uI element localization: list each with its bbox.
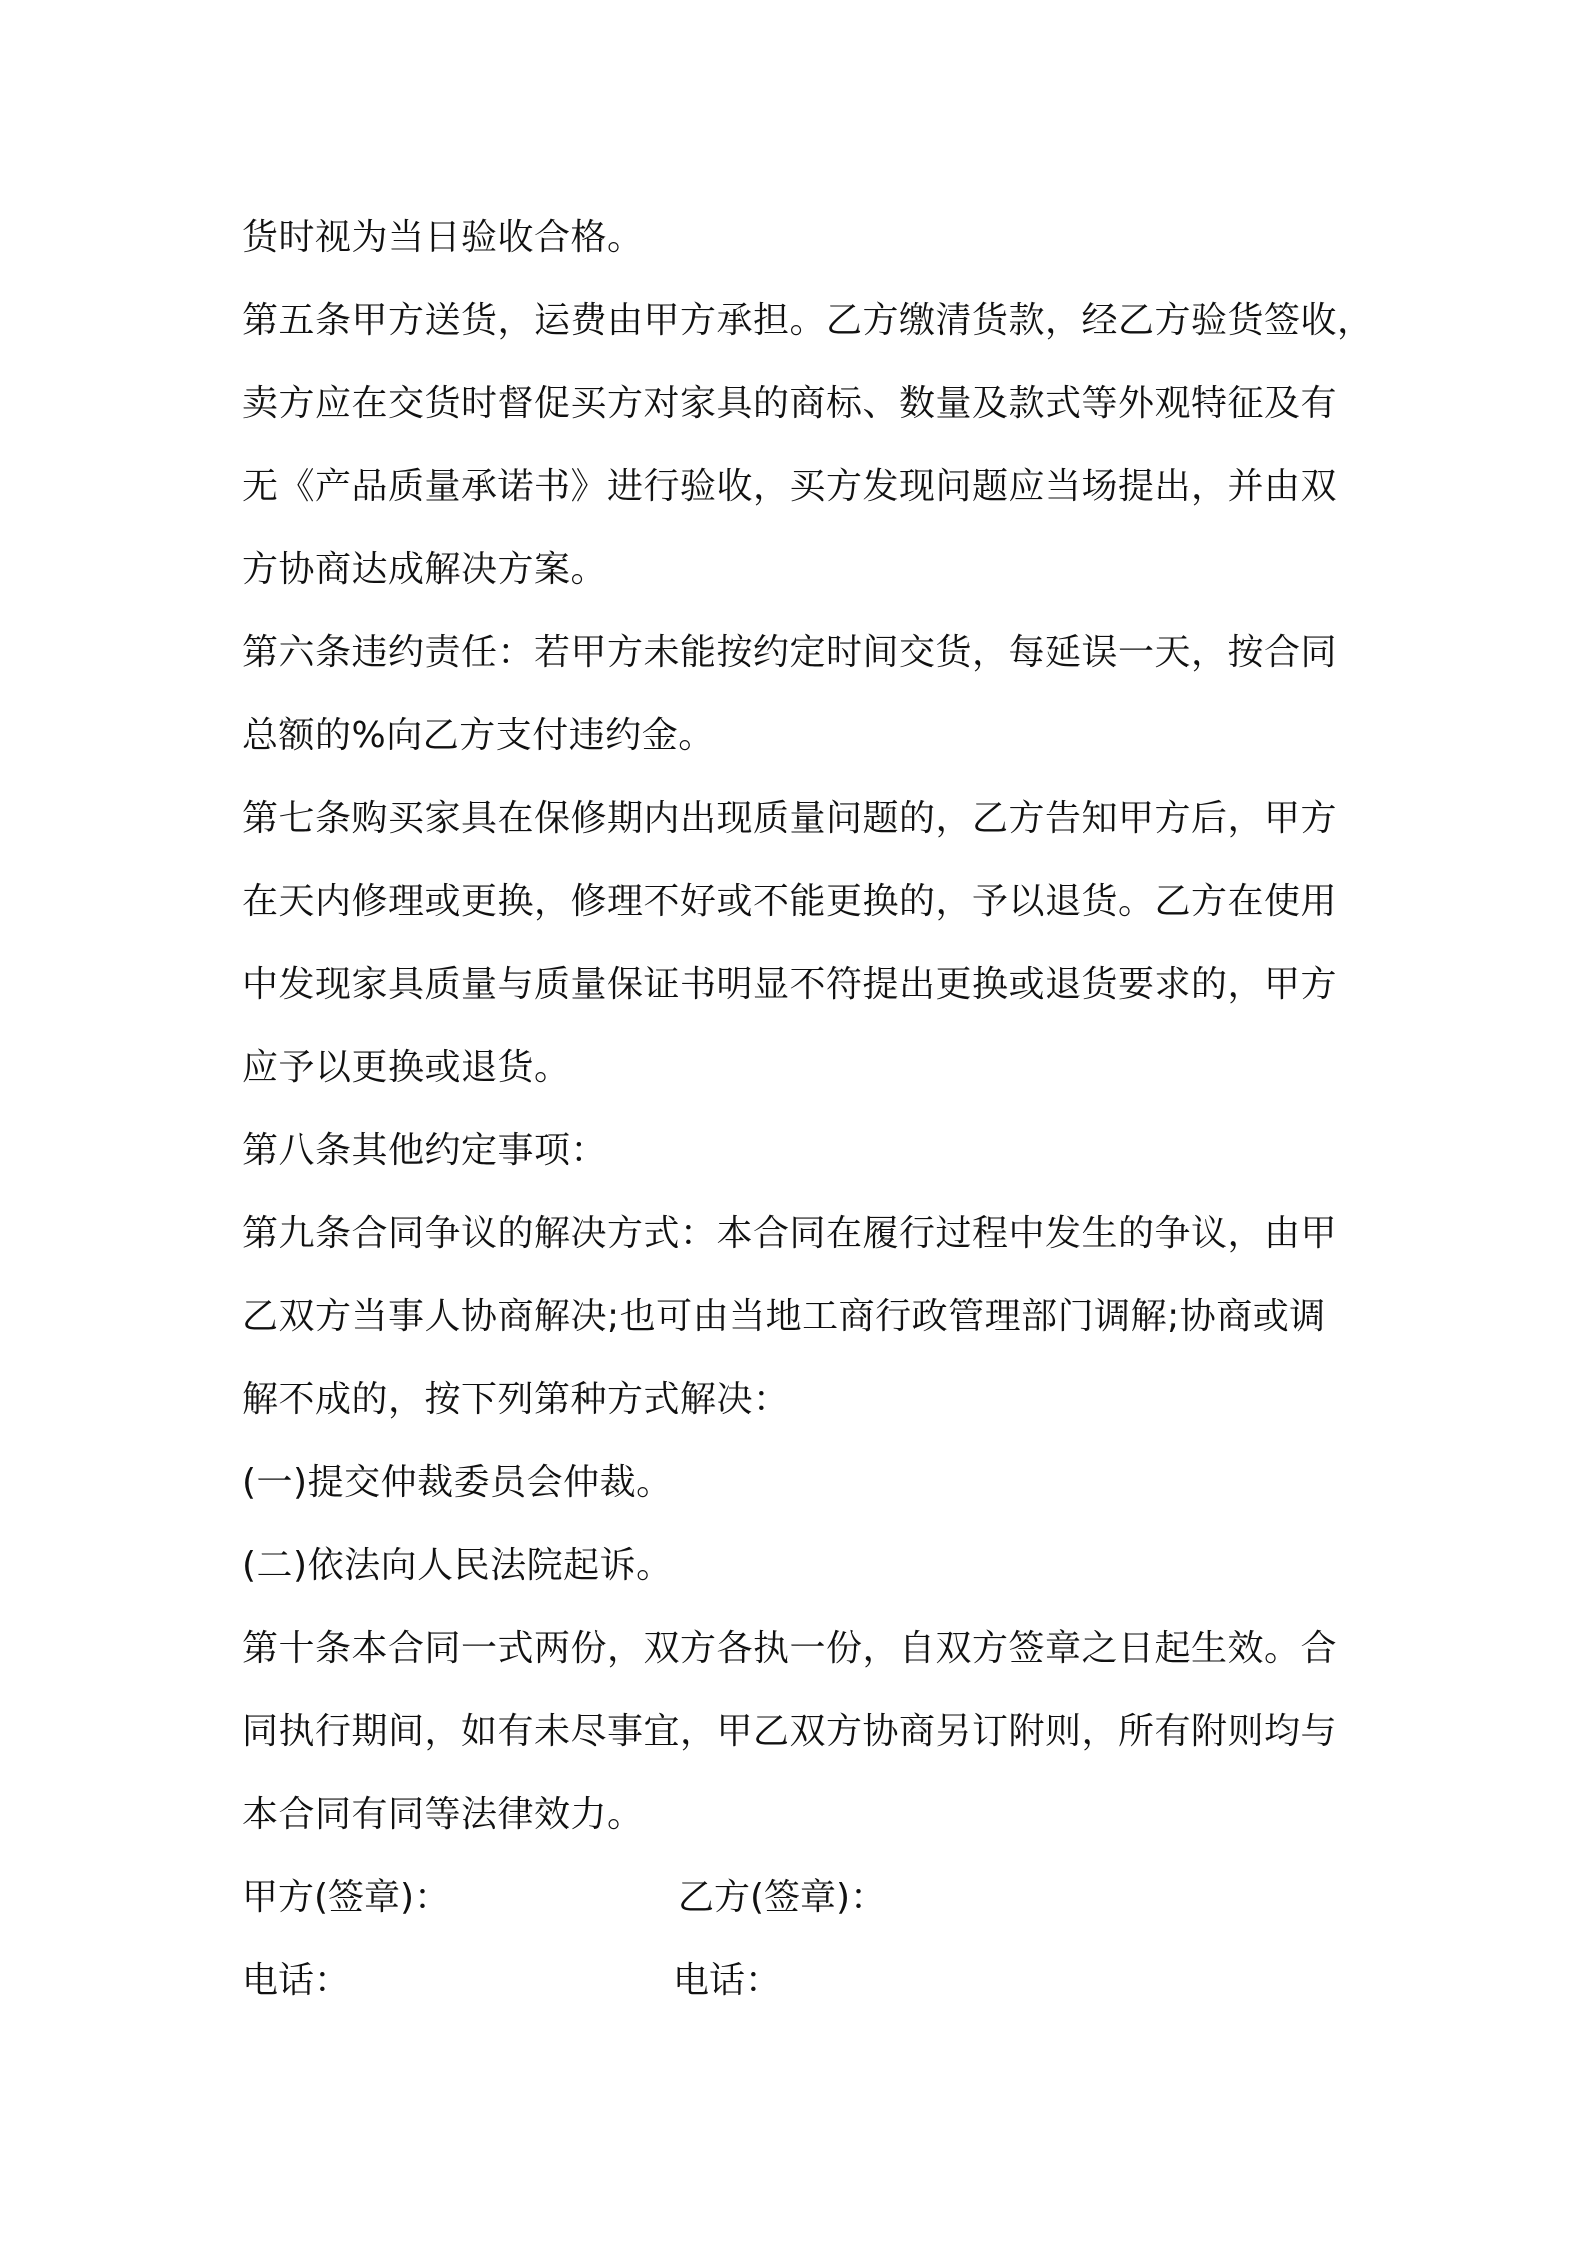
text-line: (一)提交仲裁委员会仲裁。	[242, 1462, 673, 1503]
text-line: 解不成的，按下列第种方式解决：	[242, 1379, 790, 1420]
text-line: 第七条购买家具在保修期内出现质量问题的，乙方告知甲方后，甲方	[242, 798, 1338, 839]
text-line: 第五条甲方送货，运费由甲方承担。乙方缴清货款，经乙方验货签收，	[242, 300, 1374, 341]
text-line: 方协商达成解决方案。	[242, 549, 608, 590]
text-line: 无《产品质量承诺书》进行验收，买方发现问题应当场提出，并由双	[242, 466, 1338, 507]
party-b-seal-label: 乙方(签章)：	[678, 1877, 887, 1918]
text-line: 第九条合同争议的解决方式：本合同在履行过程中发生的争议，由甲	[242, 1213, 1338, 1254]
text-line: (二)依法向人民法院起诉。	[242, 1545, 673, 1586]
text-line: 中发现家具质量与质量保证书明显不符提出更换或退货要求的，甲方	[242, 964, 1338, 1005]
signature-row	[242, 1856, 1357, 1939]
phone-row	[242, 1939, 1357, 2022]
text-line: 同执行期间，如有未尽事宜，甲乙双方协商另订附则，所有附则均与	[242, 1711, 1338, 1752]
text-line: 第六条违约责任：若甲方未能按约定时间交货，每延误一天，按合同	[242, 632, 1338, 673]
party-a-seal-label: 甲方(签章)：	[242, 1877, 451, 1918]
text-line: 应予以更换或退货。	[242, 1047, 571, 1088]
text-line: 本合同有同等法律效力。	[242, 1794, 644, 1835]
party-a-phone-label: 电话：	[242, 1960, 351, 2001]
text-line: 总额的%向乙方支付违约金。	[242, 715, 715, 756]
text-line: 第十条本合同一式两份，双方各执一份，自双方签章之日起生效。合	[242, 1628, 1338, 1669]
party-b-phone-label: 电话：	[673, 1960, 782, 2001]
text-line: 卖方应在交货时督促买方对家具的商标、数量及款式等外观特征及有	[242, 383, 1338, 424]
contract-body	[242, 196, 1374, 2022]
text-line: 货时视为当日验收合格。	[242, 217, 644, 258]
text-line: 乙双方当事人协商解决;也可由当地工商行政管理部门调解;协商或调	[242, 1296, 1326, 1337]
text-line: 第八条其他约定事项：	[242, 1130, 608, 1171]
text-line: 在天内修理或更换，修理不好或不能更换的，予以退货。乙方在使用	[242, 881, 1338, 922]
